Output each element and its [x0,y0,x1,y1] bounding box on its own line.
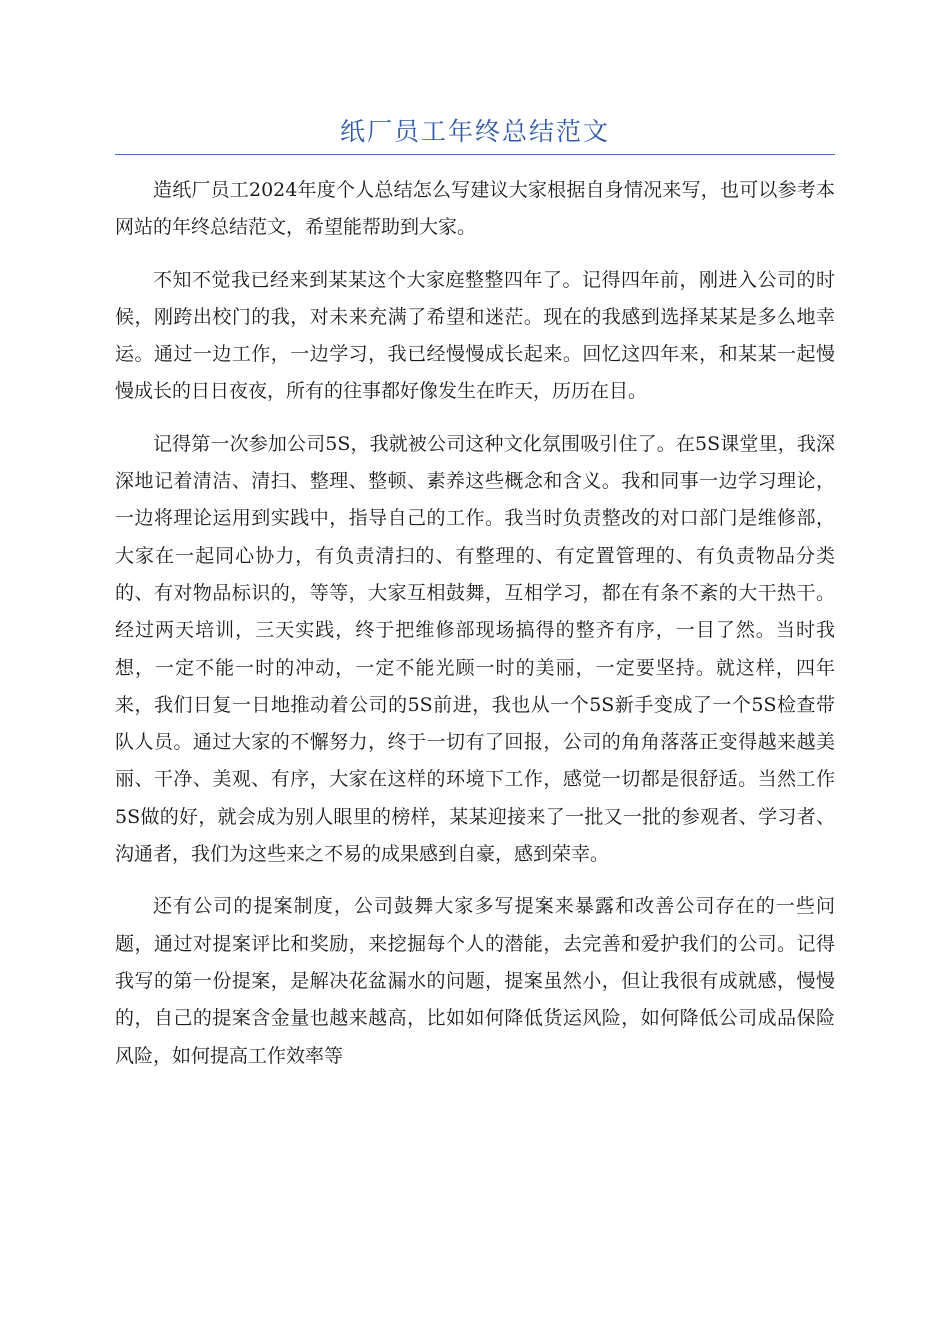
paragraph-5s: 记得第一次参加公司5S，我就被公司这种文化氛围吸引住了。在5S课堂里，我深深地记着清洁、清扫、整理、整顿、素养这些概念和含义。我和同事一边学习理论，一边将理论运用到实践中，指导自己的工作。我当时负责整改的对口部门是维修部，大家在一起同心协力，有负责清扫的、有整理的、有定置管理的、有负责物品分类的、有对物品标识的，等等，大家互相鼓舞，互相学习，都在有条不紊的大干热干。经过两天培训，三天实践，终于把维修部现场搞得的整齐有序，一目了然。当时我想，一定不能一时的冲动，一定不能光顾一时的美丽，一定要坚持。就这样，四年来，我们日复一日地推动着公司的5S前进，我也从一个5S新手变成了一个5S检查带队人员。通过大家的不懈努力，终于一切有了回报，公司的角角落落正变得越来越美丽、干净、美观、有序，大家在这样的环境下工作，感觉一切都是很舒适。当然工作5S做的好，就会成为别人眼里的榜样，某某迎接来了一批又一批的参观者、学习者、沟通者，我们为这些来之不易的成果感到自豪，感到荣幸。 [115,432,835,866]
paragraph-proposal: 还有公司的提案制度，公司鼓舞大家多写提案来暴露和改善公司存在的一些问题，通过对提案评比和奖励，来挖掘每个人的潜能，去完善和爱护我们的公司。记得我写的第一份提案，是解决花盆漏水的问题，提案虽然小，但让我很有成就感，慢慢的，自己的提案含金量也越来越高，比如如何降低货运风险，如何降低公司成品保险风险，如何提高工作效率等 [115,895,835,1067]
paragraph-four-years: 不知不觉我已经来到某某这个大家庭整整四年了。记得四年前，刚进入公司的时候，刚跨出校门的我，对未来充满了希望和迷茫。现在的我感到选择某某是多么地幸运。通过一边工作，一边学习，我已经慢慢成长起来。回忆这四年来，和某某一起慢慢成长的日日夜夜，所有的往事都好像发生在昨天，历历在目。 [115,268,835,403]
title-underline [115,154,835,155]
document-body [115,172,835,1090]
document-title: 纸厂员工年终总结范文 [339,117,610,146]
paragraph-intro: 造纸厂员工2024年度个人总结怎么写建议大家根据自身情况来写，也可以参考本网站的年终总结范文，希望能帮助到大家。 [115,179,835,239]
